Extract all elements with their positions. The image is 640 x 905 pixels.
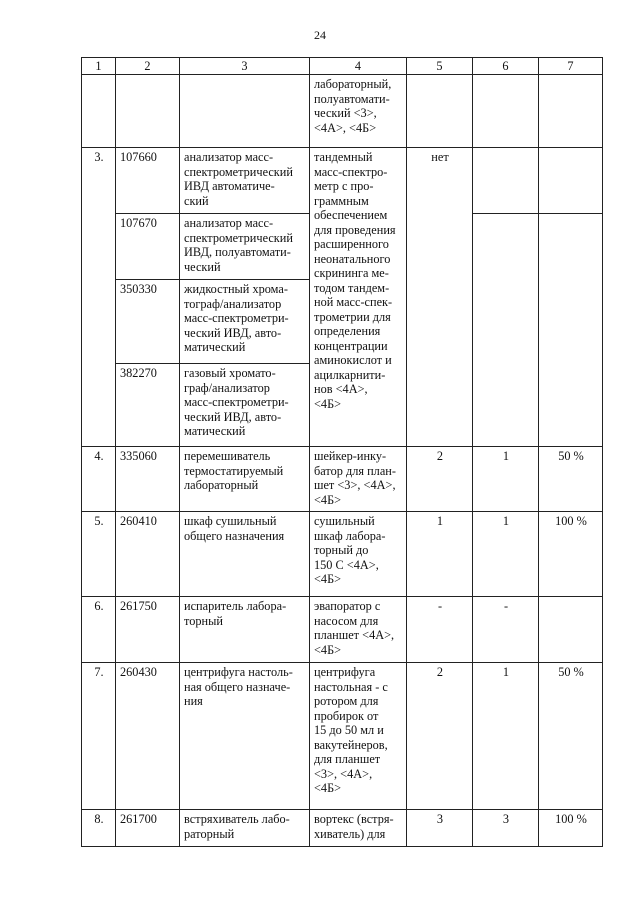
table-row-continuation bbox=[82, 75, 603, 148]
page-number: 24 bbox=[314, 28, 326, 42]
header-cell: 7 bbox=[539, 58, 603, 75]
quantity-cell: - bbox=[473, 597, 539, 663]
table-cell bbox=[539, 75, 603, 148]
quantity-cell: 1 bbox=[473, 663, 539, 810]
cell-text: центрифуга настольная - с ротором для пробирок от 15 до 50 мл и вакутейнеров, для планшет <3>, <4А>, <4Б> bbox=[314, 665, 388, 795]
cell-text: шейкер-инку- батор для план- шет <3>, <4А>, <4Б> bbox=[314, 449, 396, 507]
quantity-cell: 3 bbox=[473, 810, 539, 847]
name-cell bbox=[180, 447, 310, 512]
code-cell: 107660 bbox=[116, 148, 180, 214]
quantity-cell: 3 bbox=[407, 810, 473, 847]
table-cell bbox=[473, 75, 539, 148]
description-cell bbox=[310, 597, 407, 663]
name-cell bbox=[180, 364, 310, 447]
code-cell: 261750 bbox=[116, 597, 180, 663]
cell-text: встряхиватель лабо- раторный bbox=[184, 812, 290, 841]
header-row bbox=[82, 58, 603, 75]
row-number: 6. bbox=[82, 597, 116, 663]
code-cell: 350330 bbox=[116, 280, 180, 364]
row-number: 8. bbox=[82, 810, 116, 847]
table-cell bbox=[473, 214, 539, 447]
cell-text: эвапоратор с насосом для планшет <4А>, <4Б> bbox=[314, 599, 395, 657]
percent-cell: 100 % bbox=[539, 810, 603, 847]
percent-cell bbox=[539, 597, 603, 663]
description-cell bbox=[310, 512, 407, 597]
table-cell bbox=[116, 75, 180, 148]
description-cell bbox=[310, 663, 407, 810]
percent-cell: 100 % bbox=[539, 512, 603, 597]
code-cell: 261700 bbox=[116, 810, 180, 847]
quantity-cell: - bbox=[407, 597, 473, 663]
cell-text: перемешиватель термостатируемый лабораторный bbox=[184, 449, 284, 492]
table-cell bbox=[180, 75, 310, 148]
name-cell bbox=[180, 663, 310, 810]
header-cell: 4 bbox=[310, 58, 407, 75]
header-cell: 2 bbox=[116, 58, 180, 75]
quantity-cell: 1 bbox=[407, 512, 473, 597]
cell-text: жидкостный хрома- тограф/анализатор масс-спектрометри- ческий ИВД, авто- матический bbox=[184, 282, 289, 354]
name-cell bbox=[180, 214, 310, 280]
header-cell: 3 bbox=[180, 58, 310, 75]
table-row bbox=[82, 512, 603, 597]
description-cell bbox=[310, 810, 407, 847]
quantity-cell: 2 bbox=[407, 447, 473, 512]
header-cell: 6 bbox=[473, 58, 539, 75]
quantity-cell: нет bbox=[407, 148, 473, 447]
name-cell bbox=[180, 280, 310, 364]
name-cell bbox=[180, 810, 310, 847]
table-cell bbox=[539, 148, 603, 214]
equipment-table bbox=[81, 57, 603, 847]
quantity-cell: 2 bbox=[407, 663, 473, 810]
cell-text: газовый хромато- граф/анализатор масс-спектрометри- ческий ИВД, авто- матический bbox=[184, 366, 289, 438]
table-cell bbox=[539, 214, 603, 447]
code-cell: 107670 bbox=[116, 214, 180, 280]
cell-text: испаритель лабора- торный bbox=[184, 599, 287, 628]
row-number: 7. bbox=[82, 663, 116, 810]
quantity-cell: 1 bbox=[473, 512, 539, 597]
table-row bbox=[82, 663, 603, 810]
row-number: 5. bbox=[82, 512, 116, 597]
table-row bbox=[82, 810, 603, 847]
cell-text: вортекс (встря- хиватель) для bbox=[314, 812, 394, 841]
percent-cell: 50 % bbox=[539, 447, 603, 512]
row-number: 3. bbox=[82, 148, 116, 447]
table-row bbox=[82, 148, 603, 214]
cell-text: сушильный шкаф лабора- торный до 150 С <4А>, <4Б> bbox=[314, 514, 386, 586]
table-cell bbox=[310, 75, 407, 148]
cell-text: лабораторный, полуавтомати- ческий <3>, <4А>, <4Б> bbox=[314, 77, 392, 135]
cell-text: анализатор масс- спектрометрический ИВД автоматиче- ский bbox=[184, 150, 293, 208]
description-cell bbox=[310, 148, 407, 447]
table-cell bbox=[473, 148, 539, 214]
description-cell bbox=[310, 447, 407, 512]
code-cell: 382270 bbox=[116, 364, 180, 447]
cell-text: тандемный масс-спектро- метр с про- граммным обеспечением для проведения расширенного неонатального скрининга ме- тодом тандем- ной масс-спек- трометрии для определения концентрации аминокислот и ацилкарнити- нов <4А>, <4Б> bbox=[314, 150, 396, 411]
quantity-cell: 1 bbox=[473, 447, 539, 512]
cell-text: центрифуга настоль- ная общего назначе- ния bbox=[184, 665, 293, 708]
table-row bbox=[82, 447, 603, 512]
table-row bbox=[82, 597, 603, 663]
name-cell bbox=[180, 597, 310, 663]
code-cell: 260410 bbox=[116, 512, 180, 597]
name-cell bbox=[180, 512, 310, 597]
row-number: 4. bbox=[82, 447, 116, 512]
header-cell: 1 bbox=[82, 58, 116, 75]
table-cell bbox=[82, 75, 116, 148]
header-cell: 5 bbox=[407, 58, 473, 75]
cell-text: шкаф сушильный общего назначения bbox=[184, 514, 285, 543]
name-cell bbox=[180, 148, 310, 214]
table-cell bbox=[407, 75, 473, 148]
code-cell: 335060 bbox=[116, 447, 180, 512]
code-cell: 260430 bbox=[116, 663, 180, 810]
cell-text: анализатор масс- спектрометрический ИВД, полуавтомати- ческий bbox=[184, 216, 293, 274]
percent-cell: 50 % bbox=[539, 663, 603, 810]
